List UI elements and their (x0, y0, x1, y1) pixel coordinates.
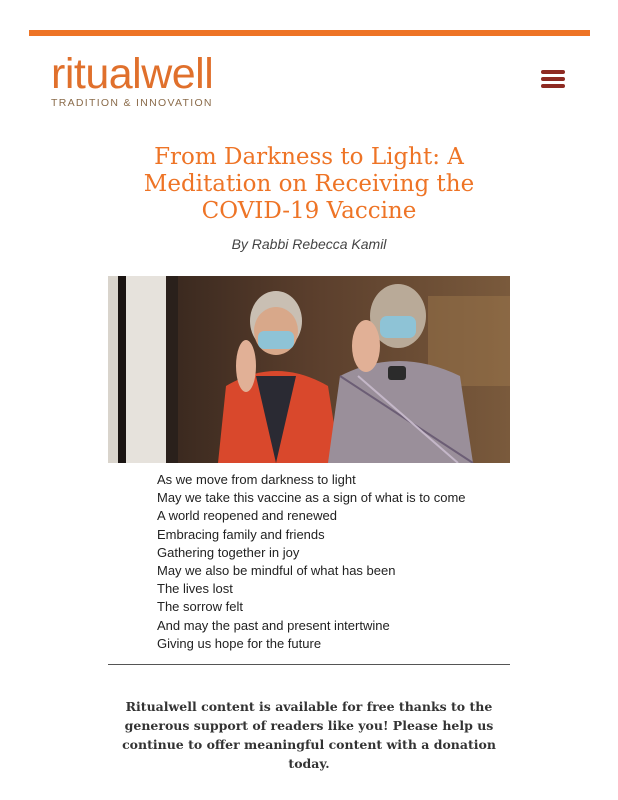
poem-line: Giving us hope for the future (157, 635, 322, 651)
logo-wordmark: ritualwell (51, 50, 214, 98)
ritualwell-logo[interactable] (51, 52, 213, 109)
poem-line: May we also be mindful of what has been (157, 563, 396, 579)
hamburger-menu-icon[interactable] (541, 70, 565, 92)
poem-line: Embracing family and friends (157, 526, 325, 542)
poem-line: May we take this vaccine as a sign of what is to come (157, 490, 466, 506)
poem-line: And may the past and present intertwine (157, 617, 390, 633)
donation-support-message: Ritualwell content is available for free thanks to the generous support of readers like you! Please help us continue to offer meaningful content with a donation today. (122, 699, 496, 771)
poem-line: The sorrow felt (157, 599, 243, 615)
section-divider (108, 664, 510, 665)
logo-tagline: TRADITION & INNOVATION (51, 97, 213, 109)
poem-line: A world reopened and renewed (157, 508, 337, 524)
poem-line: The lives lost (157, 581, 233, 597)
article-hero-image (108, 276, 510, 463)
poem-line: As we move from darkness to light (157, 472, 356, 487)
article-byline: By Rabbi Rebecca Kamil (231, 236, 387, 252)
poem-line: Gathering together in joy (157, 544, 300, 560)
top-accent-bar (29, 30, 590, 36)
meditation-poem (157, 471, 466, 653)
article-title: From Darkness to Light: A Meditation on Receiving the COVID-19 Vaccine (143, 144, 475, 224)
